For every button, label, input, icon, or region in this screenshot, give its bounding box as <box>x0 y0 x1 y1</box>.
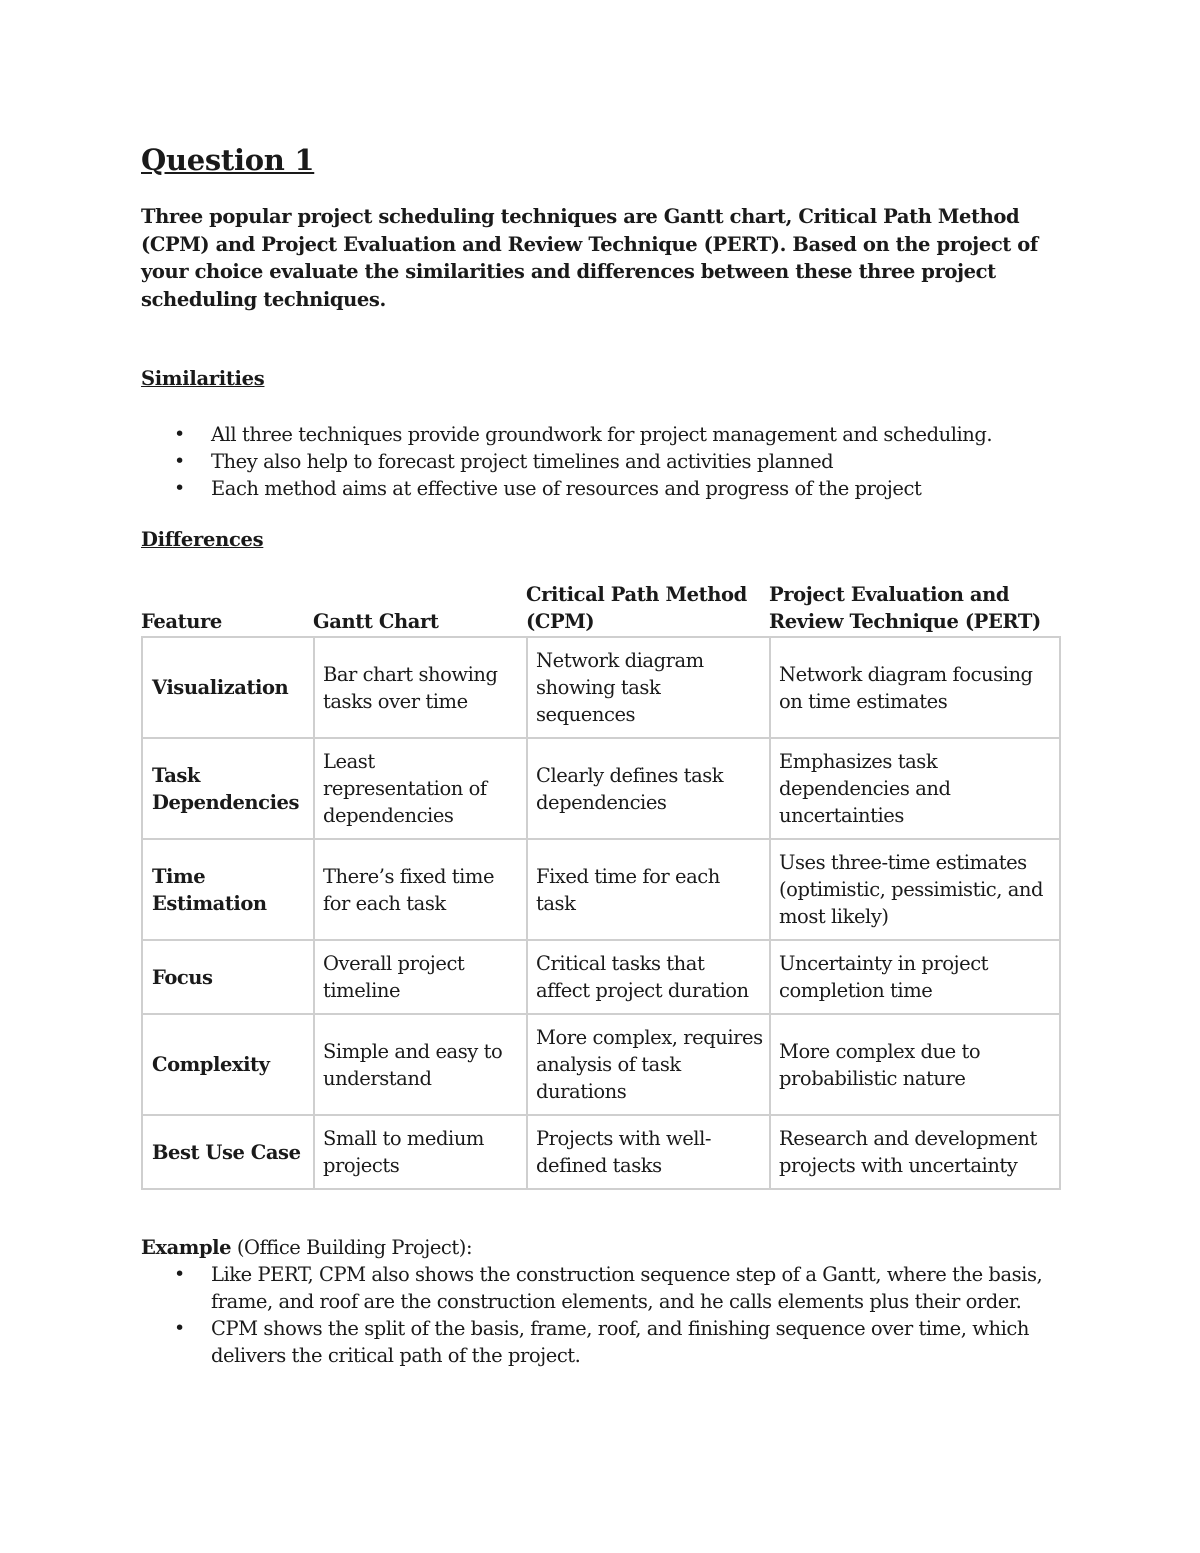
table-row <box>141 636 1061 737</box>
table-row <box>141 737 1061 838</box>
column-header: Project Evaluation and Review Technique (PERT) <box>769 583 1041 633</box>
pert-cell: More complex due to probabilistic nature <box>769 1013 1061 1114</box>
table-row <box>141 1013 1061 1114</box>
feature-cell: Complexity <box>141 1013 313 1114</box>
column-header: Critical Path Method (CPM) <box>526 583 747 633</box>
gantt-cell: Least representation of dependencies <box>313 737 526 838</box>
column-header: Gantt Chart <box>313 610 439 633</box>
page-title: Question 1 <box>141 143 315 177</box>
gantt-cell: Small to medium projects <box>313 1114 526 1190</box>
feature-cell: Focus <box>141 939 313 1013</box>
cpm-cell: Clearly defines task dependencies <box>526 737 769 838</box>
list-item <box>141 475 1061 502</box>
feature-cell: Best Use Case <box>141 1114 313 1190</box>
bullet-icon: • <box>174 477 185 499</box>
column-header: Feature <box>141 610 222 633</box>
example-text: CPM shows the split of the basis, frame, roof, and finishing sequence over time, which delivers the critical path of the project. <box>211 1317 1029 1367</box>
bullet-icon: • <box>174 450 185 472</box>
list-item <box>141 1315 1061 1369</box>
table-row <box>141 1114 1061 1190</box>
gantt-cell: Bar chart showing tasks over time <box>313 636 526 737</box>
differences-heading: Differences <box>141 528 264 551</box>
similarity-text: They also help to forecast project timelines and activities planned <box>211 450 834 473</box>
example-list <box>141 1261 1061 1369</box>
gantt-cell: Overall project timeline <box>313 939 526 1013</box>
table-row <box>141 939 1061 1013</box>
example-subtitle: (Office Building Project): <box>236 1236 473 1259</box>
example-heading <box>141 1234 1061 1261</box>
pert-cell: Network diagram focusing on time estimates <box>769 636 1061 737</box>
feature-cell: Time Estimation <box>141 838 313 939</box>
pert-cell: Uses three-time estimates (optimistic, pessimistic, and most likely) <box>769 838 1061 939</box>
example-text: Like PERT, CPM also shows the construction sequence step of a Gantt, where the basis, frame, and roof are the construction elements, and he calls elements plus their order. <box>211 1263 1043 1313</box>
gantt-cell: Simple and easy to understand <box>313 1013 526 1114</box>
cpm-cell: Critical tasks that affect project duration <box>526 939 769 1013</box>
bullet-icon: • <box>174 1317 185 1339</box>
table-header-row <box>141 581 1061 636</box>
cpm-cell: Network diagram showing task sequences <box>526 636 769 737</box>
differences-table <box>141 581 1061 1190</box>
feature-cell: Visualization <box>141 636 313 737</box>
pert-cell: Emphasizes task dependencies and uncertainties <box>769 737 1061 838</box>
similarities-heading: Similarities <box>141 367 265 390</box>
pert-cell: Research and development projects with uncertainty <box>769 1114 1061 1190</box>
gantt-cell: There’s fixed time for each task <box>313 838 526 939</box>
example-label: Example <box>141 1236 232 1259</box>
similarities-list <box>141 421 1061 502</box>
similarity-text: Each method aims at effective use of resources and progress of the project <box>211 477 922 500</box>
bullet-icon: • <box>174 423 185 445</box>
similarity-text: All three techniques provide groundwork for project management and scheduling. <box>211 423 993 446</box>
list-item <box>141 1261 1061 1315</box>
list-item <box>141 421 1061 448</box>
feature-cell: Task Dependencies <box>141 737 313 838</box>
pert-cell: Uncertainty in project completion time <box>769 939 1061 1013</box>
document-page <box>141 140 1061 1369</box>
table-row <box>141 838 1061 939</box>
bullet-icon: • <box>174 1263 185 1285</box>
question-prompt: Three popular project scheduling techniques are Gantt chart, Critical Path Method (CPM) and Project Evaluation and Review Technique (PERT). Based on the project of your choice evaluate the similarities and differences between these three project scheduling techniques. <box>141 205 1038 311</box>
list-item <box>141 448 1061 475</box>
cpm-cell: Projects with well-defined tasks <box>526 1114 769 1190</box>
cpm-cell: Fixed time for each task <box>526 838 769 939</box>
cpm-cell: More complex, requires analysis of task durations <box>526 1013 769 1114</box>
